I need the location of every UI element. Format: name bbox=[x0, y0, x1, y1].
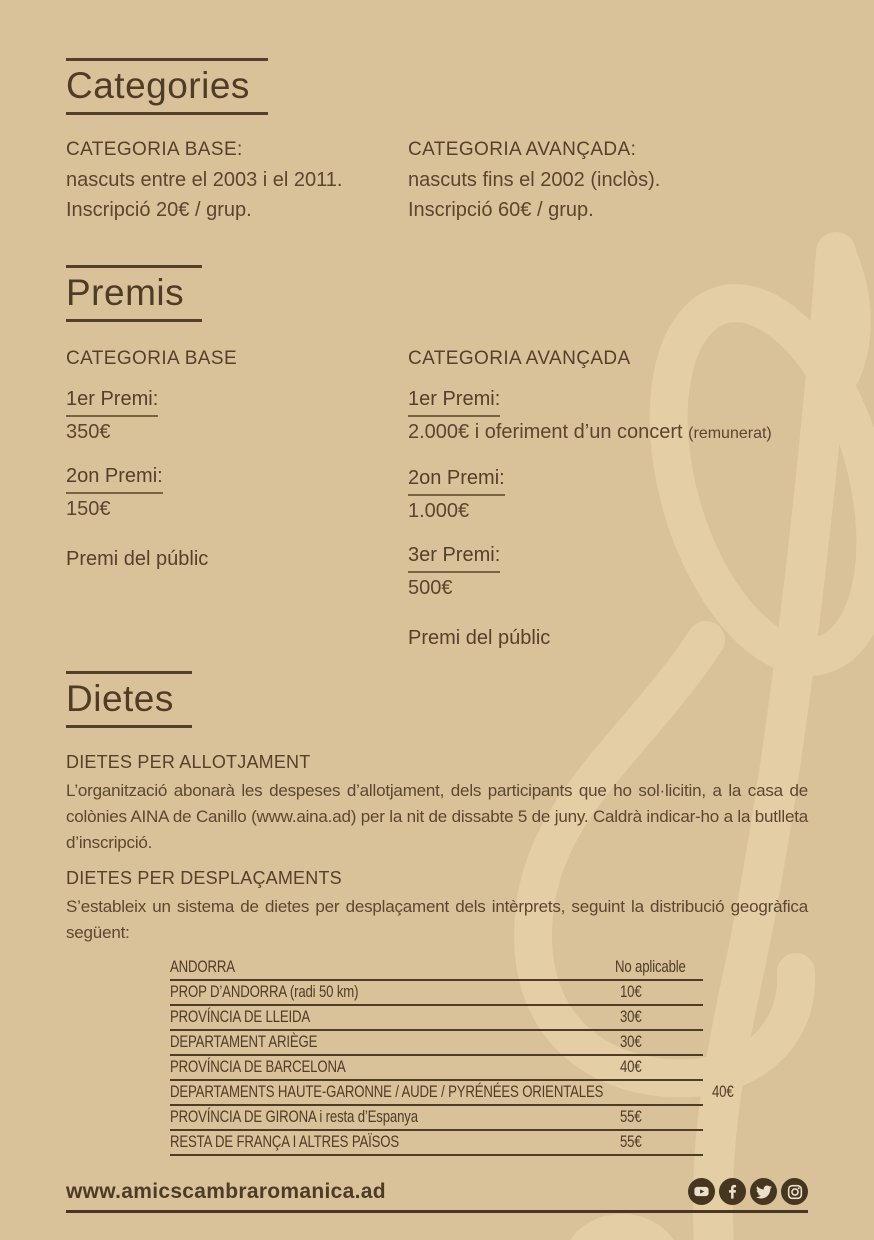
premis-avancada-block bbox=[408, 344, 808, 653]
prize-label-text: 1er Premi: bbox=[408, 386, 500, 417]
table-amount: 10€ bbox=[620, 983, 642, 1002]
prize-label bbox=[408, 542, 808, 573]
premis-base-block bbox=[66, 344, 408, 653]
categories-title bbox=[66, 58, 268, 115]
table-amount: 40€ bbox=[711, 1083, 734, 1102]
categoria-base-block bbox=[66, 135, 408, 225]
footer bbox=[66, 1178, 808, 1213]
youtube-icon[interactable] bbox=[688, 1178, 715, 1205]
table-amount: 30€ bbox=[620, 1033, 642, 1052]
table-amount: 30€ bbox=[620, 1008, 642, 1027]
table-region: PROP D’ANDORRA (radi 50 km) bbox=[170, 983, 359, 1002]
premis-title-text: Premis bbox=[66, 272, 185, 314]
table-region: DEPARTAMENTS HAUTE-GARONNE / AUDE / PYRÉNÉES ORIENTALES bbox=[170, 1083, 604, 1102]
prize-label bbox=[66, 463, 408, 494]
prize-item bbox=[408, 465, 808, 526]
page-content bbox=[66, 0, 808, 1213]
table-row bbox=[170, 1106, 703, 1131]
table-amount: No aplicable bbox=[614, 958, 686, 977]
prize-label-text: 1er Premi: bbox=[66, 386, 158, 417]
prize-value: 500€ bbox=[408, 577, 453, 600]
categories-columns bbox=[66, 135, 808, 225]
table-region: PROVÍNCIA DE GIRONA i resta d’Espanya bbox=[170, 1108, 418, 1127]
table-row bbox=[170, 981, 703, 1006]
categories-title-text: Categories bbox=[66, 65, 250, 106]
prize-label bbox=[66, 386, 408, 417]
premis-columns bbox=[66, 344, 808, 653]
prize-label-text: 2on Premi: bbox=[408, 465, 505, 496]
dietes-allotjament-heading: DIETES PER ALLOTJAMENT bbox=[66, 752, 311, 773]
dietes-allotjament-body: L’organització abonarà les despeses d’allotjament, dels participants que ho sol·licitin, a la casa de colònies AINA de Canillo (www.aina.ad) per la nit de dissabte 5 de juny. Caldrà indicar-ho a la butlleta d’inscripció. bbox=[66, 781, 808, 853]
table-row bbox=[170, 1081, 734, 1106]
categoria-avancada-heading: CATEGORIA AVANÇADA: bbox=[408, 139, 637, 161]
categoria-avancada-line2: Inscripció 60€ / grup. bbox=[408, 199, 594, 222]
categoria-base-line2: Inscripció 20€ / grup. bbox=[66, 199, 252, 222]
table-region: RESTA DE FRANÇA I ALTRES PAÏSOS bbox=[170, 1133, 400, 1152]
premis-section-header bbox=[66, 265, 808, 322]
prize-value: 1.000€ bbox=[408, 500, 470, 523]
dietes-title bbox=[66, 671, 192, 728]
prize-item bbox=[408, 542, 808, 603]
dietes-title-text: Dietes bbox=[66, 678, 174, 720]
table-amount: 40€ bbox=[620, 1058, 642, 1077]
dietes-section-header bbox=[66, 671, 808, 728]
prize-label bbox=[408, 386, 808, 417]
premis-avancada-heading: CATEGORIA AVANÇADA bbox=[408, 348, 631, 370]
table-region: PROVÍNCIA DE LLEIDA bbox=[170, 1008, 311, 1027]
facebook-icon[interactable] bbox=[719, 1178, 746, 1205]
premis-base-heading: CATEGORIA BASE bbox=[66, 348, 238, 370]
prize-item bbox=[66, 463, 408, 524]
premi-del-public: Premi del públic bbox=[408, 627, 551, 650]
categoria-base-line1: nascuts entre el 2003 i el 2011. bbox=[66, 169, 343, 192]
prize-item bbox=[66, 386, 408, 447]
table-amount: 55€ bbox=[620, 1133, 642, 1152]
prize-value-text: 2.000€ i oferiment d’un concert bbox=[408, 421, 683, 444]
table-region: PROVÍNCIA DE BARCELONA bbox=[170, 1058, 346, 1077]
table-row bbox=[170, 1031, 703, 1056]
social-icons bbox=[688, 1178, 808, 1205]
dietes-table bbox=[170, 956, 734, 1156]
dietes-desplacaments-body: S’estableix un sistema de dietes per desplaçament dels intèrprets, seguint la distribució geogràfica següent: bbox=[66, 897, 808, 943]
twitter-icon[interactable] bbox=[750, 1178, 777, 1205]
table-row bbox=[170, 1131, 703, 1156]
premis-title bbox=[66, 265, 202, 322]
table-row bbox=[170, 956, 703, 981]
categoria-avancada-block bbox=[408, 135, 808, 225]
prize-item bbox=[408, 386, 808, 449]
instagram-icon[interactable] bbox=[781, 1178, 808, 1205]
prize-value bbox=[408, 417, 808, 449]
prize-label-text: 3er Premi: bbox=[408, 542, 500, 573]
categories-section-header bbox=[66, 58, 808, 115]
website-link[interactable]: www.amicscambraromanica.ad bbox=[66, 1180, 386, 1204]
prize-label bbox=[408, 465, 808, 496]
prize-label-text: 2on Premi: bbox=[66, 463, 163, 494]
dietes-desplacaments-heading: DIETES PER DESPLAÇAMENTS bbox=[66, 868, 342, 889]
table-region: DEPARTAMENT ARIÈGE bbox=[170, 1033, 318, 1052]
table-region: ANDORRA bbox=[170, 958, 235, 977]
categoria-avancada-line1: nascuts fins el 2002 (inclòs). bbox=[408, 169, 661, 192]
table-row bbox=[170, 1006, 703, 1031]
prize-note: (remunerat) bbox=[688, 425, 772, 443]
prize-value: 350€ bbox=[66, 421, 111, 444]
table-amount: 55€ bbox=[620, 1108, 642, 1127]
table-row bbox=[170, 1056, 703, 1081]
categoria-base-heading: CATEGORIA BASE: bbox=[66, 139, 243, 161]
premi-del-public: Premi del públic bbox=[66, 548, 209, 571]
prize-value: 150€ bbox=[66, 498, 111, 521]
